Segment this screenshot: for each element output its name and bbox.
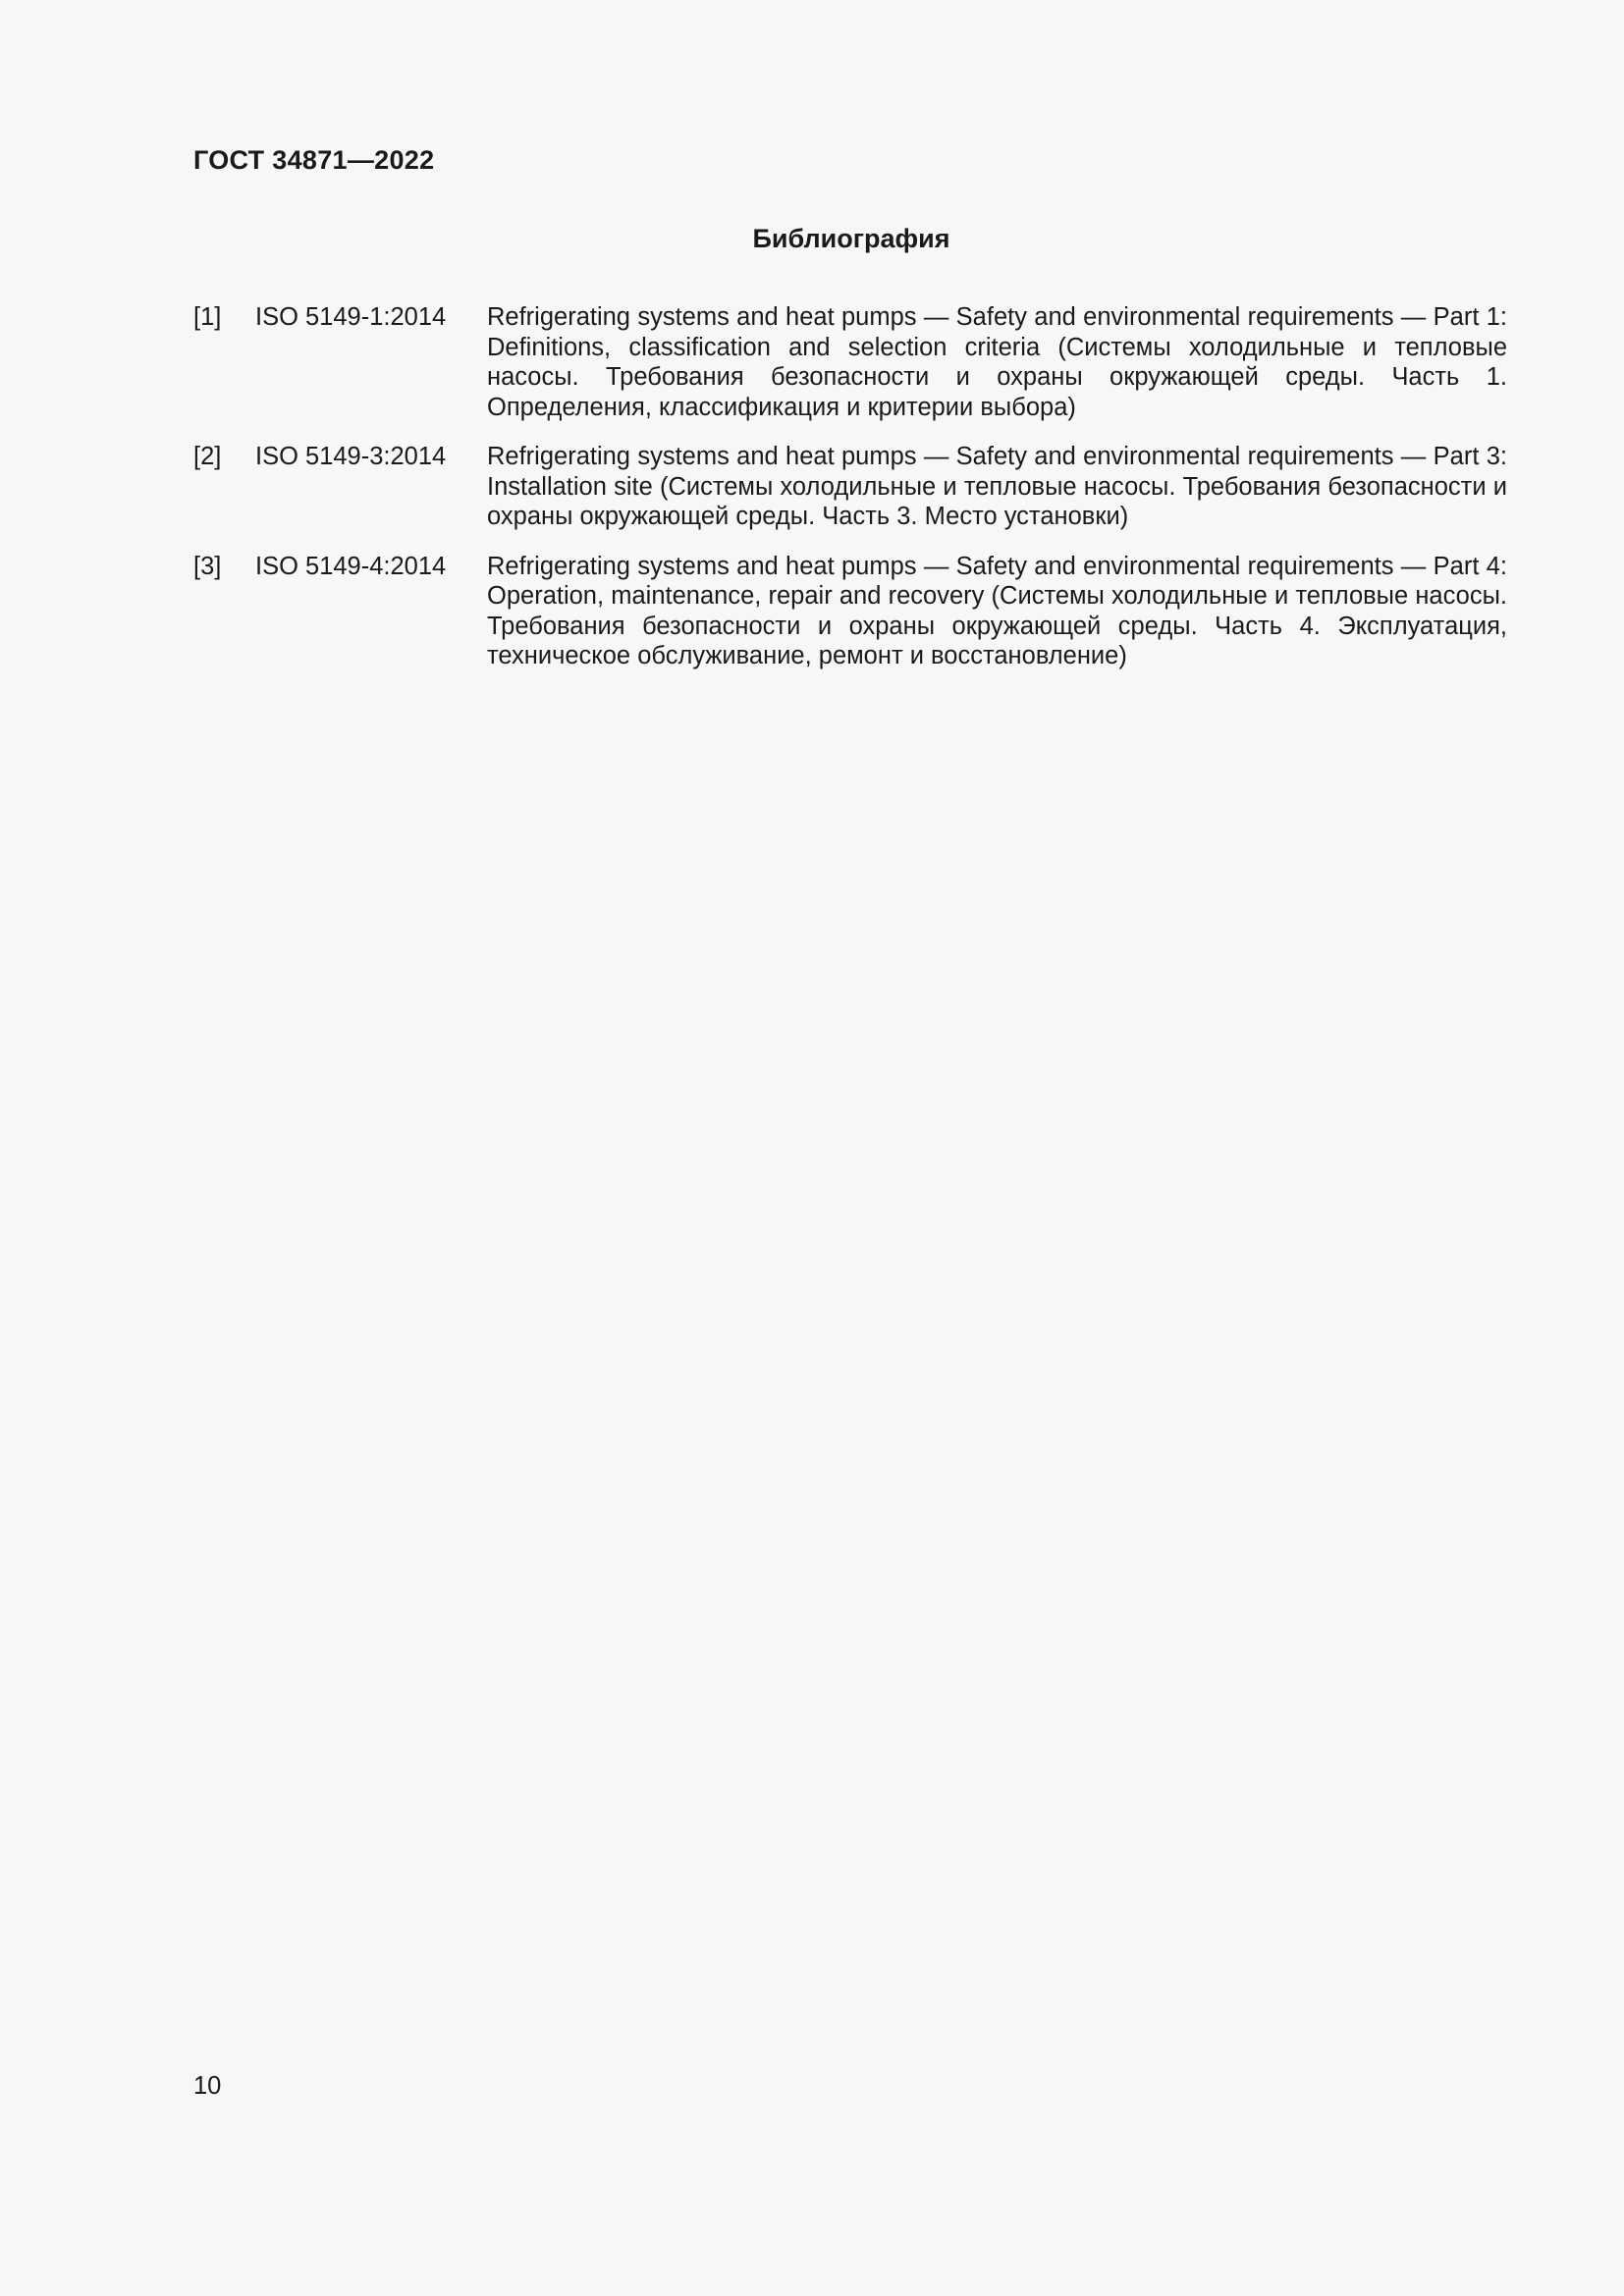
bibliography-entry	[193, 552, 1507, 671]
entry-standard-code: ISO 5149-1:2014	[255, 303, 447, 331]
page-number: 10	[193, 2072, 222, 2100]
entry-description: Refrigerating systems and heat pumps — Safety and environmental requirements — Part 3: Installation site (Системы холодильные и тепловые насосы. Требования безопасности и охраны окружающей среды. Часть 3. Место установки)	[487, 443, 1507, 530]
entry-number: [3]	[193, 552, 222, 580]
document-header: ГОСТ 34871—2022	[193, 145, 435, 175]
entry-standard-code: ISO 5149-3:2014	[255, 443, 447, 470]
bibliography-entry	[193, 442, 1507, 532]
entry-number: [2]	[193, 443, 222, 470]
entry-number: [1]	[193, 303, 222, 331]
bibliography-entry	[193, 302, 1507, 422]
entry-description: Refrigerating systems and heat pumps — Safety and environmental requirements — Part 4: Operation, maintenance, repair and recovery (Системы холодильные и тепловые насосы. Требования безопасности и охраны окружающей среды. Часть 4. Эксплуатация, техническое обслуживание, ремонт и восстановление)	[487, 552, 1507, 669]
bibliography-title: Библиография	[752, 224, 950, 253]
entry-description: Refrigerating systems and heat pumps — Safety and environmental requirements — Part 1: Definitions, classification and selection criteria (Системы холодильные и тепловые насосы. Требования безопасности и охраны окружающей среды. Часть 1. Определения, классификация и критерии выбора)	[487, 303, 1507, 421]
entry-standard-code: ISO 5149-4:2014	[255, 552, 447, 580]
bibliography-list	[193, 302, 1507, 691]
